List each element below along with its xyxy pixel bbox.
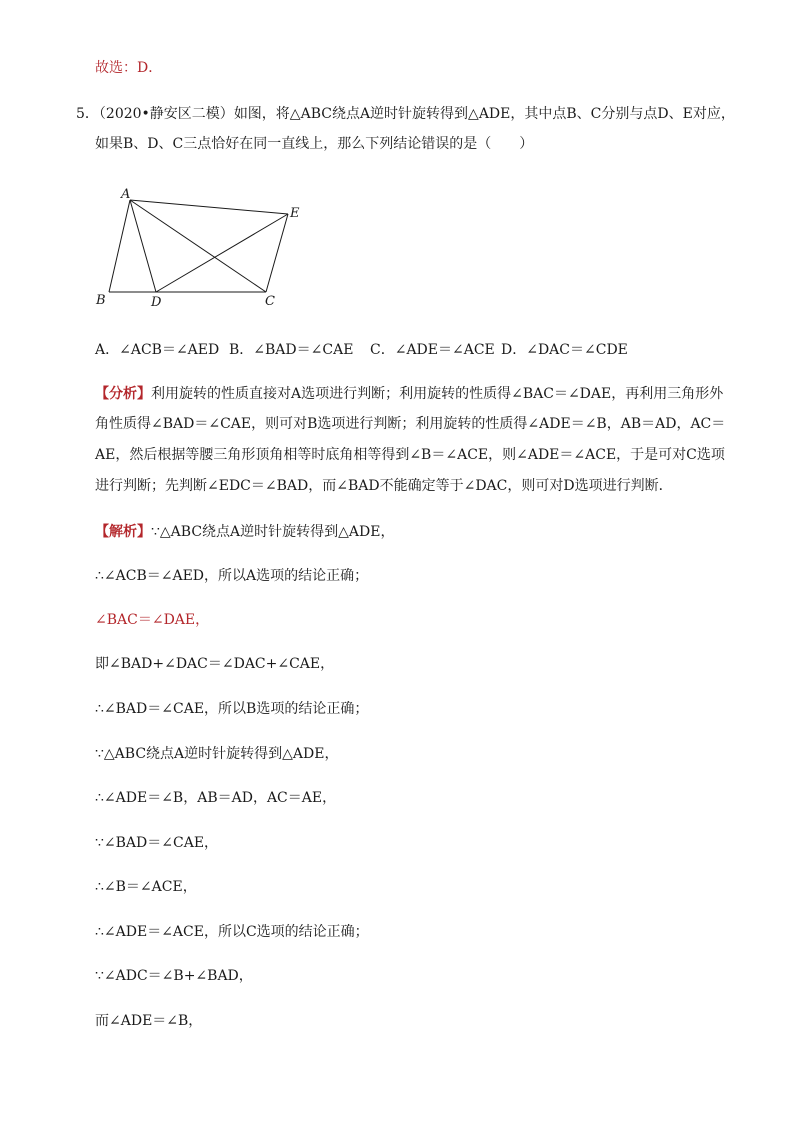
solution-line-7: ∵∠BAD＝∠CAE， bbox=[95, 835, 219, 851]
option-d: D．∠DAC＝∠CDE bbox=[501, 342, 628, 358]
analysis-line2: 角性质得∠BAD＝∠CAE，则可对B选项进行判断；利用旋转的性质得∠ADE＝∠B，AB＝AD，AC＝ bbox=[95, 416, 726, 432]
analysis-tag: 【分析】 bbox=[95, 386, 151, 402]
geometry-figure bbox=[90, 180, 320, 315]
analysis-line3: AE，然后根据等腰三角形顶角相等时底角相等得到∠B＝∠ACE，则∠ADE＝∠ACE，于是可对C选项 bbox=[95, 447, 725, 463]
solution-line-2: ∠BAC＝∠DAE， bbox=[95, 612, 210, 628]
segment-EC bbox=[266, 214, 288, 292]
option-a: A．∠ACB＝∠AED bbox=[95, 342, 220, 358]
option-b: B．∠BAD＝∠CAE bbox=[229, 342, 354, 358]
solution-line-11: 而∠ADE＝∠B， bbox=[95, 1013, 203, 1029]
solution-line-4: ∴∠BAD＝∠CAE，所以B选项的结论正确； bbox=[95, 701, 369, 717]
segment-AC bbox=[130, 200, 266, 292]
segment-AD bbox=[130, 200, 156, 292]
solution-line-9: ∴∠ADE＝∠ACE，所以C选项的结论正确； bbox=[95, 924, 369, 940]
solution-line-0: 【解析】∵△ABC绕点A逆时针旋转得到△ADE， bbox=[95, 524, 395, 540]
solution-line-10: ∵∠ADC＝∠B+∠BAD， bbox=[95, 968, 253, 984]
label-B: B bbox=[96, 293, 106, 308]
segment-AB bbox=[109, 200, 130, 292]
solution-line-1: ∴∠ACB＝∠AED，所以A选项的结论正确； bbox=[95, 568, 369, 584]
question-stem-line2: 如果B、D、C三点恰好在同一直线上，那么下列结论错误的是（ ） bbox=[95, 136, 534, 152]
solution-line-3: 即∠BAD+∠DAC＝∠DAC+∠CAE， bbox=[95, 656, 335, 672]
option-c: C．∠ADE＝∠ACE bbox=[370, 342, 495, 358]
label-A: A bbox=[121, 187, 131, 202]
analysis-line1: 【分析】利用旋转的性质直接对A选项进行判断；利用旋转的性质得∠BAC＝∠DAE，再利用三角形外 bbox=[95, 386, 724, 402]
question-number: 5． bbox=[76, 106, 99, 122]
segment-DE bbox=[156, 214, 288, 292]
solution-line-5: ∵△ABC绕点A逆时针旋转得到△ADE， bbox=[95, 746, 339, 762]
question-stem: 如图，将△ABC绕点A逆时针旋转得到△ADE，其中点B、C分别与点D、E对应， bbox=[233, 106, 735, 122]
label-E: E bbox=[290, 206, 300, 221]
question-source: （2020•静安区二模） bbox=[98, 106, 234, 122]
solution-tag: 【解析】 bbox=[95, 524, 151, 540]
segment-AE bbox=[130, 200, 288, 214]
solution-line-8: ∴∠B＝∠ACE， bbox=[95, 879, 197, 895]
previous-answer: 故选：D． bbox=[95, 60, 163, 76]
solution-line-6: ∴∠ADE＝∠B，AB＝AD，AC＝AE， bbox=[95, 790, 337, 806]
question-stem-line1 bbox=[76, 104, 735, 124]
label-D: D bbox=[151, 295, 162, 310]
label-C: C bbox=[265, 294, 275, 309]
analysis-line4: 进行判断；先判断∠EDC＝∠BAD，而∠BAD不能确定等于∠DAC，则可对D选项进行判断． bbox=[95, 478, 673, 494]
